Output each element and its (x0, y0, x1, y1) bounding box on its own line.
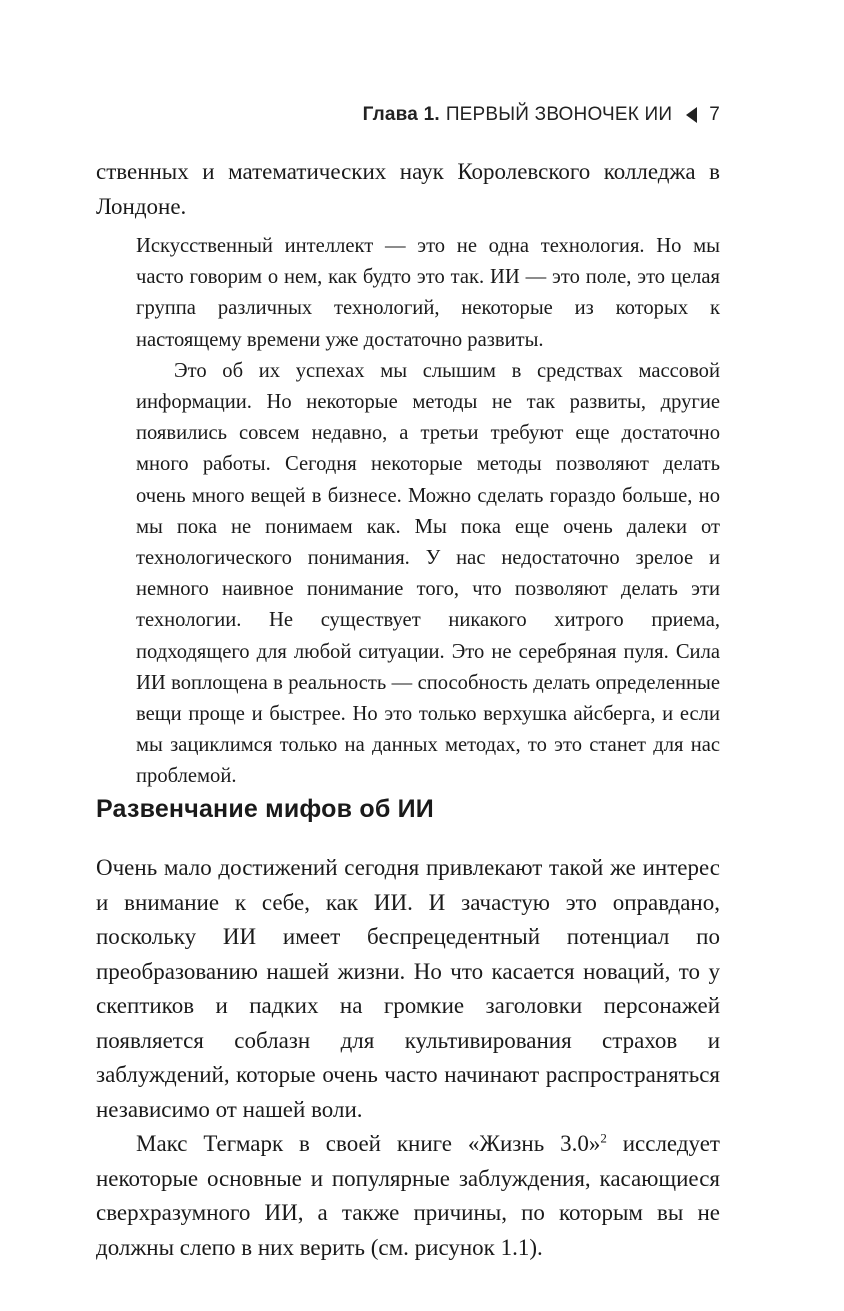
left-arrow-icon (686, 107, 697, 123)
quote-paragraph-2: Это об их успехах мы слышим в средствах массовой информации. Но некоторые методы не так развиты, другие появились совсем недавно, а третьи требуют еще достаточно много работы. Сегодня некоторые методы позволяют делать очень много вещей в бизнесе. Можно сделать гораздо больше, но мы пока не понимаем как. Мы пока еще очень далеки от технологического понимания. У нас недостаточно зрелое и немного наивное понимание того, что позволяют делать эти технологии. Не существует никакого хитрого приема, подходящего для любой ситуации. Это не серебряная пуля. Сила ИИ воплощена в реальность — способность делать определенные вещи проще и быстрее. Но это только верхушка айсберга, и если мы зациклимся только на данных методах, то это станет для нас проблемой. (136, 359, 720, 788)
quote-block (136, 231, 720, 793)
quote-paragraph-1: Искусственный интеллект — это не одна технология. Но мы часто говорим о нем, как будто это так. ИИ — это поле, это целая группа различных технологий, некоторые из которых к настоящему времени уже достаточно развиты. (136, 235, 720, 351)
section-body (96, 851, 720, 1265)
continuation-paragraph: ственных и математических наук Королевского колледжа в Лондоне. (96, 159, 720, 219)
paragraph-2-text-after: исследует некоторые основные и популярные заблуждения, касающиеся сверхразумного ИИ, а также причины, по которым вы не должны слепо в них верить (см. рисунок 1.1). (96, 1131, 720, 1260)
paragraph-2-text-before: Макс Тегмарк в своей книге «Жизнь 3.0» (136, 1131, 601, 1156)
section-paragraph-2 (96, 1127, 720, 1265)
running-header (363, 104, 720, 126)
chapter-number: 1. (423, 104, 440, 125)
section-paragraph-1: Очень мало достижений сегодня привлекают такой же интерес и внимание к себе, как ИИ. И зачастую это оправдано, поскольку ИИ имеет беспрецедентный потенциал по преобразованию нашей жизни. Но что касается новаций, то у скептиков и падких на громкие заголовки персонажей появляется соблазн для культивирования страхов и заблуждений, которые очень часто начинают распространяться независимо от нашей воли. (96, 855, 720, 1122)
footnote-ref[interactable]: 2 (600, 1130, 607, 1146)
page-number: 7 (709, 104, 720, 125)
chapter-label: Глава (362, 104, 419, 125)
section-heading: Развенчание мифов об ИИ (96, 795, 434, 823)
chapter-title: ПЕРВЫЙ ЗВОНОЧЕК ИИ (445, 104, 673, 125)
